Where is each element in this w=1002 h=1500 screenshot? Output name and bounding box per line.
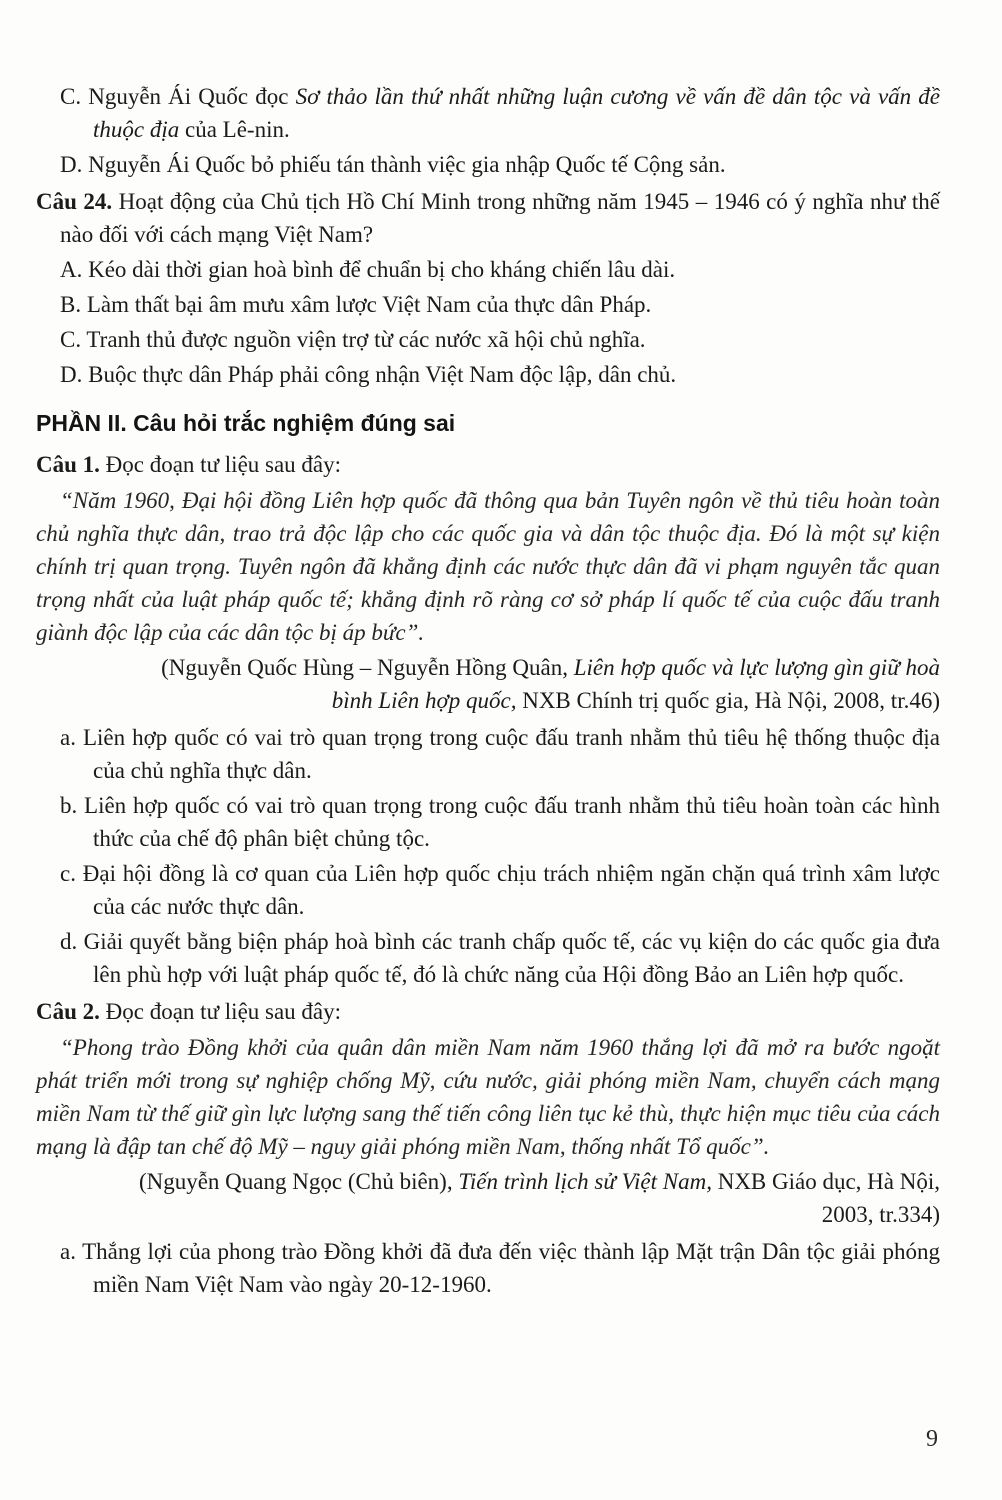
q2-citation-authors: (Nguyễn Quang Ngọc (Chủ biên), bbox=[138, 1169, 459, 1194]
q24-option-b: B. Làm thất bại âm mưu xâm lược Việt Nam của thực dân Pháp. bbox=[60, 292, 652, 317]
page-number: 9 bbox=[926, 1426, 938, 1452]
question-24-label: Câu 24. bbox=[36, 189, 113, 214]
q2-citation-publisher: NXB Giáo dục, Hà Nội, 2003, tr.334) bbox=[711, 1169, 940, 1227]
question-2-text: Đọc đoạn tư liệu sau đây: bbox=[99, 999, 342, 1024]
q2-quote: “Phong trào Đồng khởi của quân dân miền Nam năm 1960 thắng lợi đã mở ra bước ngoặt phát triển mới trong sự nghiệp chống Mỹ, cứu nước, giải phóng miền Nam, chuyển cách mạng miền Nam từ thế giữ gìn lực lượng sang thế tiến công liên tục kẻ thù, thực hiện mục tiêu của cách mạng là đập tan chế độ Mỹ – nguy giải phóng miền Nam, thống nhất Tổ quốc”. bbox=[36, 1035, 940, 1159]
question-1-label: Câu 1. bbox=[36, 452, 100, 477]
q1-quote: “Năm 1960, Đại hội đồng Liên hợp quốc đã thông qua bản Tuyên ngôn về thủ tiêu hoàn toàn chủ nghĩa thực dân, trao trả độc lập cho các quốc gia và dân tộc thuộc địa. Đó là một sự kiện chính trị quan trọng. Tuyên ngôn đã khẳng định các nước thực dân đã vi phạm nguyên tắc quan trọng nhất của luật pháp quốc tế; khẳng định rõ ràng cơ sở pháp lí quốc tế của cuộc đấu tranh giành độc lập của các dân tộc bị áp bức”. bbox=[36, 488, 940, 645]
question-2-label: Câu 2. bbox=[36, 999, 100, 1024]
option-c-suffix: của Lê-nin. bbox=[179, 117, 290, 142]
part2-heading: PHẦN II. Câu hỏi trắc nghiệm đúng sai bbox=[36, 410, 456, 436]
answer-option-d-prev-question: D. Nguyễn Ái Quốc bỏ phiếu tán thành việc gia nhập Quốc tế Cộng sản. bbox=[60, 152, 726, 177]
q1-citation-publisher: NXB Chính trị quốc gia, Hà Nội, 2008, tr.46) bbox=[516, 688, 940, 713]
question-1 bbox=[36, 448, 940, 481]
q24-option-c: C. Tranh thủ được nguồn viện trợ từ các nước xã hội chủ nghĩa. bbox=[60, 327, 646, 352]
q1-statement-b: b. Liên hợp quốc có vai trò quan trọng trong cuộc đấu tranh nhằm thủ tiêu hoàn toàn các hình thức của chế độ phân biệt chủng tộc. bbox=[60, 793, 940, 851]
answer-option-c-prev-question bbox=[60, 80, 940, 146]
book-title-so-thao: Sơ thảo lần thứ nhất những luận cương về vấn đề dân tộc và vấn đề thuộc địa bbox=[93, 84, 941, 142]
q1-citation-book-title: Liên hợp quốc và lực lượng gìn giữ hoà bình Liên hợp quốc, bbox=[331, 655, 940, 713]
question-2 bbox=[36, 995, 940, 1028]
q1-citation-authors: (Nguyễn Quốc Hùng – Nguyễn Hồng Quân, bbox=[161, 655, 574, 680]
q1-statement-a: a. Liên hợp quốc có vai trò quan trọng trong cuộc đấu tranh nhằm thủ tiêu hệ thống thuộc địa của chủ nghĩa thực dân. bbox=[60, 725, 940, 783]
q2-statement-a: a. Thắng lợi của phong trào Đồng khởi đã đưa đến việc thành lập Mặt trận Dân tộc giải phóng miền Nam Việt Nam vào ngày 20-12-1960. bbox=[60, 1239, 940, 1297]
question-24-text: Hoạt động của Chủ tịch Hồ Chí Minh trong những năm 1945 – 1946 có ý nghĩa như thế nào đối với cách mạng Việt Nam? bbox=[60, 189, 940, 247]
q24-option-d: D. Buộc thực dân Pháp phải công nhận Việt Nam độc lập, dân chủ. bbox=[60, 362, 677, 387]
q1-citation bbox=[36, 651, 940, 717]
q2-citation bbox=[36, 1165, 940, 1231]
q2-citation-book-title: Tiến trình lịch sử Việt Nam, bbox=[458, 1169, 712, 1194]
question-1-text: Đọc đoạn tư liệu sau đây: bbox=[99, 452, 342, 477]
q1-statement-d: d. Giải quyết bằng biện pháp hoà bình các tranh chấp quốc tế, các vụ kiện do các quốc gia đưa lên phù hợp với luật pháp quốc tế, đó là chức năng của Hội đồng Bảo an Liên hợp quốc. bbox=[60, 929, 940, 987]
option-c-prefix: C. Nguyễn Ái Quốc đọc bbox=[60, 84, 296, 109]
q24-option-a: A. Kéo dài thời gian hoà bình để chuẩn bị cho kháng chiến lâu dài. bbox=[60, 257, 676, 282]
question-24 bbox=[36, 185, 940, 251]
q1-statement-c: c. Đại hội đồng là cơ quan của Liên hợp quốc chịu trách nhiệm ngăn chặn quá trình xâm lược của các nước thực dân. bbox=[60, 861, 940, 919]
